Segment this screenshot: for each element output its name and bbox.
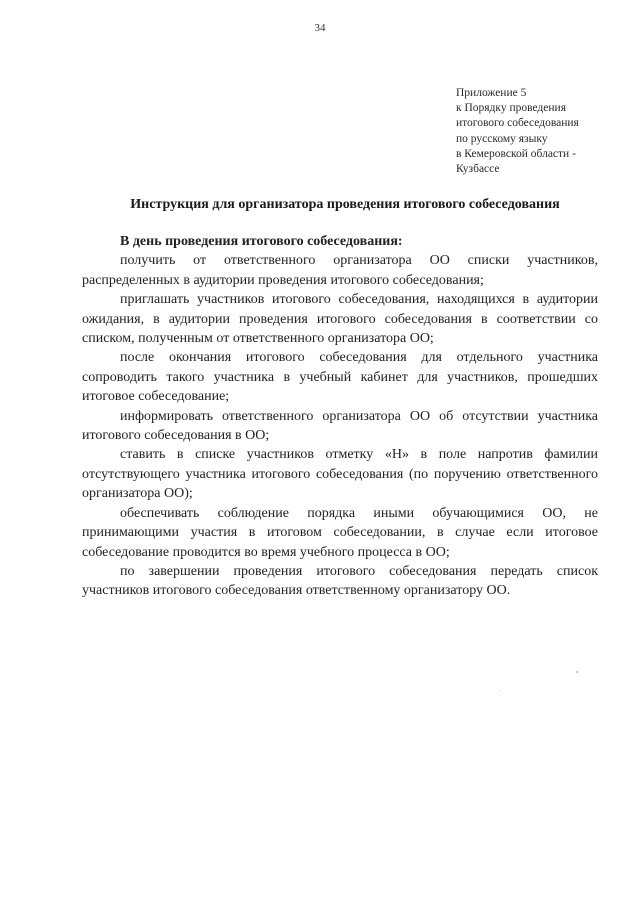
instruction-paragraph: по завершении проведения итогового собеседования передать список участников итогового собеседования ответственному организатору ОО. xyxy=(82,563,598,599)
section-heading: В день проведения итогового собеседования: xyxy=(120,234,403,249)
appendix-note xyxy=(456,86,626,177)
appendix-line: к Порядку проведения xyxy=(456,102,566,115)
appendix-line: итогового собеседования xyxy=(456,117,579,130)
instruction-paragraph: информировать ответственного организатора ОО об отсутствии участника итогового собеседования в ОО; xyxy=(82,408,598,444)
scan-speck xyxy=(500,690,501,691)
document-title: Инструкция для организатора проведения итогового собеседования xyxy=(130,197,560,212)
instruction-body xyxy=(82,232,598,601)
instruction-paragraph: после окончания итогового собеседования для отдельного участника сопроводить такого участника в учебный кабинет для участников, прошедших итоговое собеседование; xyxy=(82,350,598,405)
appendix-line: Приложение 5 xyxy=(456,87,527,99)
page-number: 34 xyxy=(314,22,326,34)
instruction-paragraph: обеспечивать соблюдение порядка иными обучающимися ОО, не принимающими участия в итоговом собеседовании, в случае если итоговое собеседование проводится во время учебного процесса в ОО; xyxy=(82,505,598,560)
appendix-line: в Кемеровской области - xyxy=(456,147,576,160)
scan-speck xyxy=(576,671,578,673)
instruction-paragraph: ставить в списке участников отметку «Н» в поле напротив фамилии отсутствующего участника итогового собеседования (по поручению ответственного организатора ОО); xyxy=(82,447,598,502)
instruction-paragraph: получить от ответственного организатора ОО списки участников, распределенных в аудитории проведения итогового собеседования; xyxy=(82,253,598,288)
instruction-paragraph: приглашать участников итогового собеседования, находящихся в аудитории ожидания, в аудитории проведения итогового собеседования в соответствии со списком, полученным от ответственного организатора ОО; xyxy=(82,292,598,347)
appendix-line: по русскому языку xyxy=(456,132,548,145)
appendix-line: Кузбассе xyxy=(456,163,500,176)
